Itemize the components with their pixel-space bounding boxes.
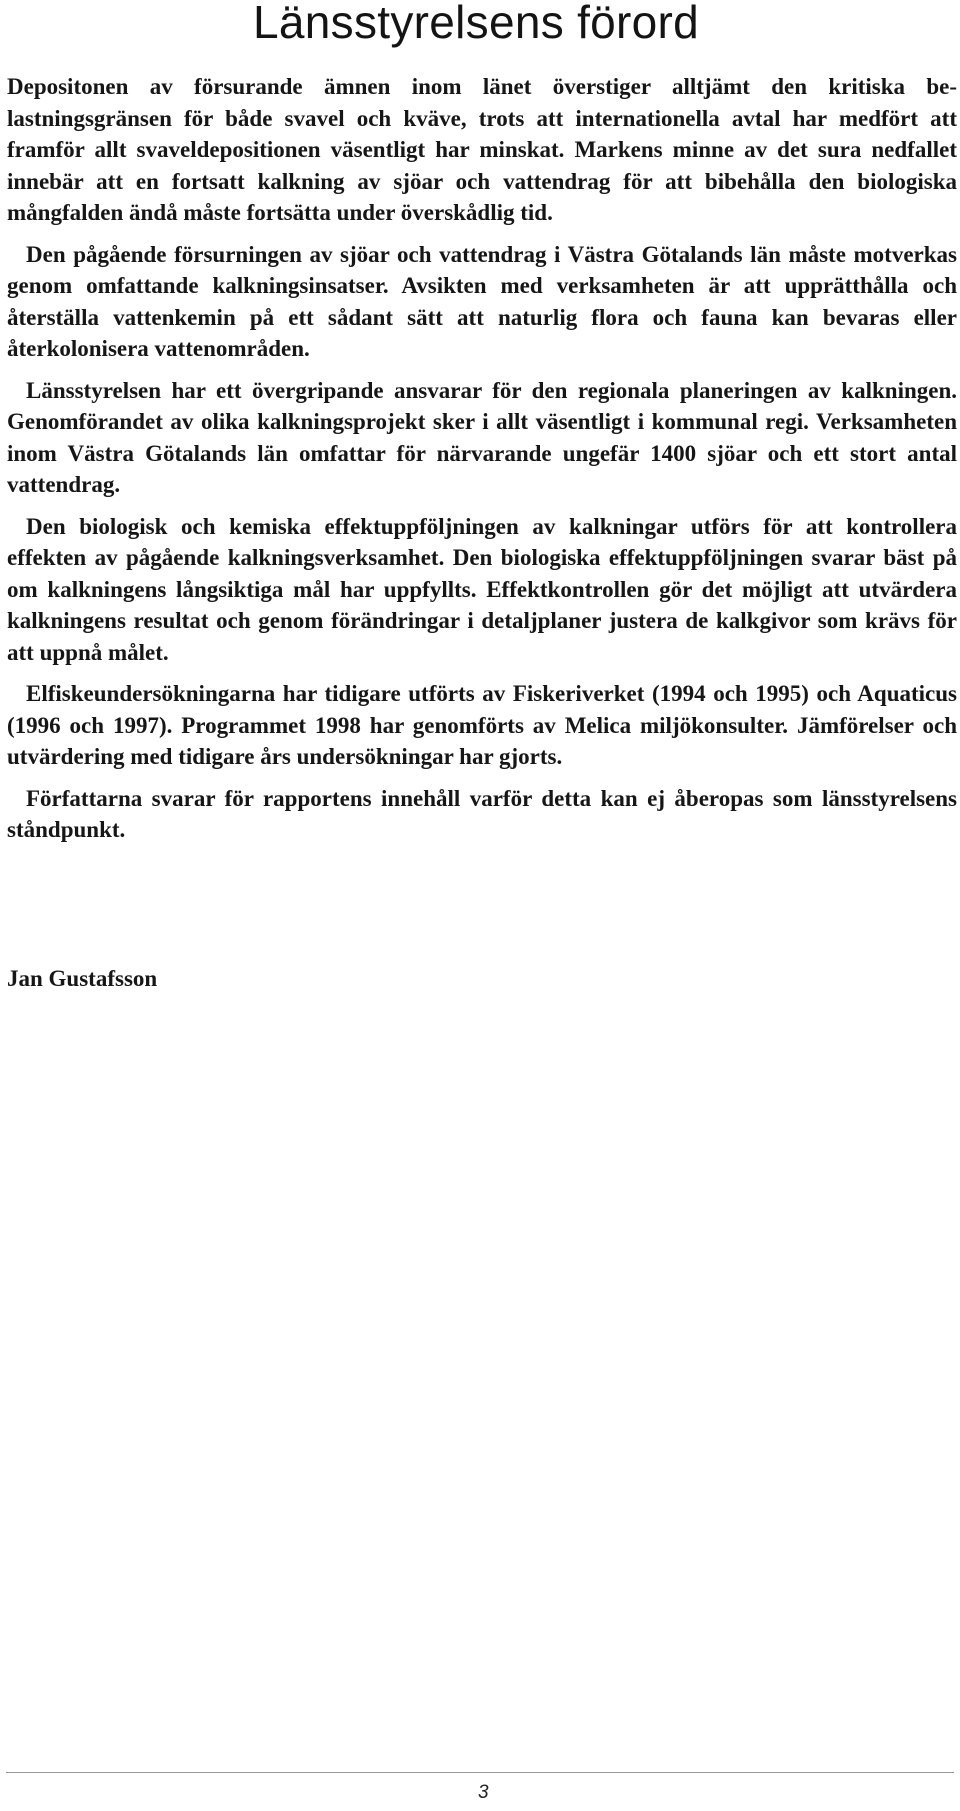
- paragraph-acidification: Den pågående försurningen av sjöar och vattendrag i Västra Götalands län måste motverkas genom omfattande kalkningsinsatser. Avsikten med verksamheten är att upprätthålla och återställa vattenkemin på ett sådant sätt att naturlig flora och fauna kan bevaras eller återkolonisera vattenområden.: [7, 241, 957, 361]
- page-number: 3: [478, 1782, 489, 1803]
- foreword-body: [7, 71, 957, 856]
- footer-divider: [6, 1772, 954, 1773]
- signature: Jan Gustafsson: [7, 966, 158, 991]
- paragraph-deposition: Depositonen av försurande ämnen inom länet överstiger alltjämt den kritiska belastningsgränsen för både svavel och kväve, trots att internationella avtal har medfört att framför allt svaveldepositionen väsentligt har minskat. Markens minne av det sura nedfallet innebär att en fortsatt kalkning av sjöar och vattendrag för att bibehålla den biologiska mångfalden ändå måste fortsätta under överskådlig tid.: [7, 74, 957, 225]
- paragraph-follow-up: Den biologisk och kemiska effektuppföljningen av kalkningar utförs för att kontrollera effekten av pågående kalkningsverksamhet. Den biologiska effektuppföljningen svarar bäst på om kalkningens långsiktiga mål har uppfyllts. Effektkontrollen gör det möjligt att utvärdera kalkningens resultat och genom förändringar i detaljplaner justera de kalkgivor som krävs för att uppnå målet.: [7, 513, 957, 665]
- page-title: Länsstyrelsens förord: [253, 0, 700, 48]
- paragraph-disclaimer: Författarna svarar för rapportens innehåll varför detta kan ej åberopas som länsstyrelsens ståndpunkt.: [7, 785, 957, 842]
- paragraph-electrofishing: Elfiskeundersökningarna har tidigare utförts av Fiskeriverket (1994 och 1995) och Aquaticus (1996 och 1997). Programmet 1998 har genomförts av Melica miljökonsulter. Jämförelser och utvärdering med tidigare års undersökningar har gjorts.: [7, 681, 957, 769]
- paragraph-responsibility: Länsstyrelsen har ett övergripande ansvarar för den regionala planeringen av kalkningen. Genomförandet av olika kalkningsprojekt sker i allt väsentligt i kommunal regi. Verksamheten inom Västra Götalands län omfattar för närvarande ungefär 1400 sjöar och ett stort antal vattendrag.: [7, 377, 957, 497]
